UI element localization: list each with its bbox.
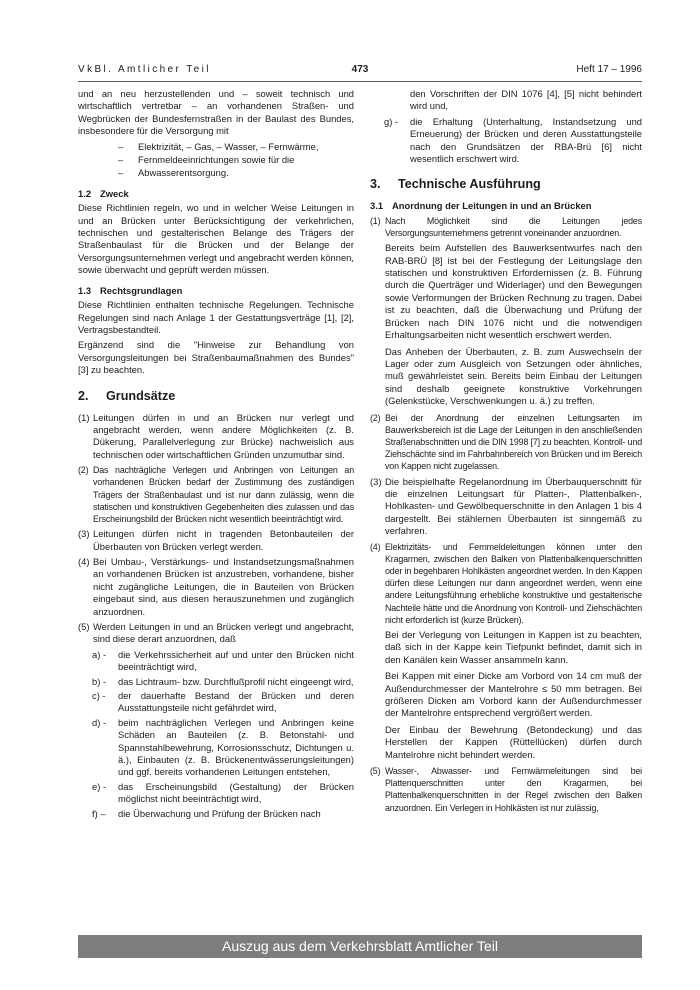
page-header	[78, 62, 642, 78]
section-heading-3-1: 3.1 Anordnung der Leitungen in und an Brücken	[370, 200, 592, 212]
numbered-paragraph: (4) Elektrizitäts- und Fernmeldeleitungen können unter den Kragarmen, zwischen den Balken von Plattenbalkenquerschnitten oder in begehbaren Hohlkästen angeordnet werden. In den Kappen dürfen diese Leitungen nur dann angeordnet werden, wenn eine andere Leitungsführung erhebliche konstruktive und gestalterische Nachteile hätte und die Anordnung von Kontroll- und Ziehschächten nicht erforderlich ist (kurze Brücken).	[370, 541, 642, 625]
paragraph-continuation: Der Einbau der Bewehrung (Betondeckung) und das Herstellen der Kappen (Rüttellücken) dürfen durch Mantelrohre nicht behindert werden.	[385, 723, 642, 760]
numbered-paragraph: (2) Das nachträgliche Verlegen und Anbringen von Leitungen an vorhandenen Brücken bedarf der Zustimmung des zuständigen Trägers der Straßenbaulast und ist nur dann zulässig, wenn die statischen und konstruktiven Gegebenheiten dies zulassen und das Erscheinungsbild der Brücken nicht wesentlich beeinträchtigt wird.	[78, 465, 354, 524]
lettered-item: f) – die Überwachung und Prüfung der Brücken nach	[92, 807, 321, 819]
numbered-paragraph: (3) Leitungen dürfen nicht in tragenden Betonbauteilen der Überbauten von Brücken verlegt werden.	[78, 528, 354, 552]
issue-label: Heft 17 – 1996	[576, 64, 642, 75]
page-number: 473	[351, 64, 369, 75]
lettered-item: b) - das Lichtraum- bzw. Durchflußprofil nicht eingeengt wird,	[92, 675, 354, 687]
paragraph-continuation: Bereits beim Aufstellen des Bauwerksentwurfes nach den RAB-BRÜ [8] ist bei der Festlegung der Leitungslage den statischen und konstruktiven Erfordernissen (z. B. Führung durch die Querträger und Widerlager) und den Bewegungen sowie Verformungen der Brücken Rechnung zu tragen. Dabei ist zu beachten, daß die Überwachung und Prüfung der Brücken nach DIN 1076 nicht und die notwendigen Erhaltungsarbeiten nicht wesentlich erschwert werden.	[385, 242, 642, 341]
section-1-2-text: Diese Richtlinien regeln, wo und in welcher Weise Leitungen in und an Brücken unter Berücksichtigung der verkehrlichen, technischen und gestalterischen Belange des Trägers der Straßenbaulast für die Brücken und der Belange der Versorgungsunternehmen verlegt und angebracht werden können, sowie überwacht und geprüft werden müssen.	[78, 202, 354, 276]
section-heading-1-3: 1.3 Rechtsgrundlagen	[78, 284, 183, 296]
lettered-item: c) - der dauerhafte Bestand der Brücken und deren Ausstattungsteile nicht gefährdet wird,	[92, 690, 354, 714]
paragraph-continuation: Bei Kappen mit einer Dicke am Vorbord von 14 cm muß der Außendurchmesser der Mantelrohre ≤ 50 mm betragen. Bei größeren Dicken am Vorbord kann der Außendurchmesser der Mantelrohre entsprechend vergrößert werden.	[385, 670, 642, 719]
lettered-item: g) - die Erhaltung (Unterhaltung, Instandsetzung und Erneuerung) der Brücken und deren Ausstattungsteile nach den Grundsätzen der RBA-Brü [6] nicht wesentlich erschwert wird.	[384, 115, 642, 165]
numbered-paragraph: (1) Nach Möglichkeit sind die Leitungen jedes Versorgungsunternehmens getrennt voneinander anzuordnen.	[370, 215, 642, 239]
right-column	[370, 88, 642, 817]
numbered-paragraph: (5) Werden Leitungen in und an Brücken verlegt und angebracht, sind diese derart anzuordnen, daß	[78, 621, 354, 645]
paragraph-continuation: Bei der Verlegung von Leitungen in Kappen ist zu beachten, daß sich in der Kappe kein Tiefpunkt befindet, damit sich in den Kanälen kein Wasser ansammeln kann.	[385, 629, 642, 665]
numbered-paragraph: (4) Bei Umbau-, Verstärkungs- und Instandsetzungsmaßnahmen an vorhandenen Brücken ist anzustreben, vorhandene, bisher nicht zugängliche Leitungen, die in Bauteilen von Brücken eingebaut sind, aus diesen herauszunehmen und zugänglich anzuordnen.	[78, 555, 354, 617]
section-heading-3: 3. Technische Ausführung	[370, 177, 541, 192]
numbered-paragraph: (3) Die beispielhafte Regelanordnung im Überbauquerschnitt für die einzelnen Leitungsart für Platten-, Plattenbalken-, Hohlkasten- und Gewölbequerschnitte in den Anlagen 1 bis 4 dargestellt. Bei stählernen Überbauten ist sinngemäß zu verfahren.	[370, 475, 642, 537]
section-heading-1-2: 1.2 Zweck	[78, 187, 129, 199]
lettered-item: a) - die Verkehrssicherheit auf und unter den Brücken nicht beeinträchtigt wird,	[92, 648, 354, 673]
footer-banner: Auszug aus dem Verkehrsblatt Amtlicher Teil	[78, 935, 642, 958]
numbered-paragraph: (2) Bei der Anordnung der einzelnen Leitungsarten im Bauwerksbereich ist die Lage der Leitungen in den anschließenden Straßenabschnitten und die DIN 1998 [7] zu beachten. Kontroll- und Ziehschächte sind im Fahrbahnbereich von Brücken und im Bereich von Kappen nicht zugelassen.	[370, 412, 643, 472]
numbered-paragraph: (1) Leitungen dürfen in und an Brücken nur verlegt und angebracht werden, wenn andere Möglichkeiten (z. B. Dükerung, Parallelverlegung zur Brücke) nachweislich aus technischen oder wirtschaftlichen Gründen unzumutbar sind.	[78, 411, 354, 460]
lettered-item: e) - das Erscheinungsbild (Gestaltung) der Brücken möglichst nicht beeinträchtigt wird,	[92, 780, 354, 805]
list-item: – Abwasserentsorgung.	[118, 167, 229, 179]
lettered-item: d) - beim nachträglichen Verlegen und Anbringen keine Schäden an Bauteilen (z. B. Betonstahl- und Spannstahlbewehrung, Korrosionsschutz, Dichtungen u. ä.), Einbauten (z. B. Brückenentwässerungsleitungen) und ggf. bereits vorhandenen Leitungen entstehen,	[92, 716, 354, 778]
paragraph-continuation: Das Anheben der Überbauten, z. B. zum Auswechseln der Lager oder zum Ausgleich von Setzungen oder ähnliches, muß gewährleistet sein. Bereits beim Einbau der Leitungen sind deshalb geeignete konstruktive Vorkehrungen (Gelenkstücke, Verschwenkungen u. ä.) zu treffen.	[385, 345, 642, 407]
header-rule	[78, 81, 642, 82]
list-item: – Fernmeldeeinrichtungen sowie für die	[118, 154, 295, 166]
continued-item-f: den Vorschriften der DIN 1076 [4], [5] nicht behindert wird und,	[410, 88, 642, 112]
list-item: – Elektrizität, – Gas, – Wasser, – Fernwärme,	[118, 140, 319, 152]
numbered-paragraph: (5) Wasser-, Abwasser- und Fernwärmeleitungen sind bei Plattenquerschnitten unter den Kragarmen, bei Plattenbalkenquerschnitten in der Regel zwischen den Balken anzuordnen. Ein Verlegen in Hohlkästen ist nur zulässig,	[370, 766, 642, 813]
left-column	[78, 88, 354, 822]
journal-title: VkBl. Amtlicher Teil	[78, 64, 211, 75]
section-1-3-text: Diese Richtlinien enthalten technische Regelungen. Technische Regelungen sind nach Anlage 1 der Gestattungsverträge [1], [2], Vertragsbestandteil.	[78, 299, 354, 335]
section-1-3-text-2: Ergänzend sind die "Hinweise zur Behandlung von Versorgungsleitungen bei Straßenbaumaßnahmen des Bundes" [3] zu beachten.	[78, 339, 354, 376]
intro-paragraph: und an neu herzustellenden und – soweit technisch und wirtschaftlich vertretbar – an vorhandenen Straßen- und Wegbrücken der Bundesfernstraßen in der Baulast des Bundes, insbesondere für die Versorgung mit	[78, 88, 354, 137]
section-heading-2: 2. Grundsätze	[78, 388, 176, 403]
